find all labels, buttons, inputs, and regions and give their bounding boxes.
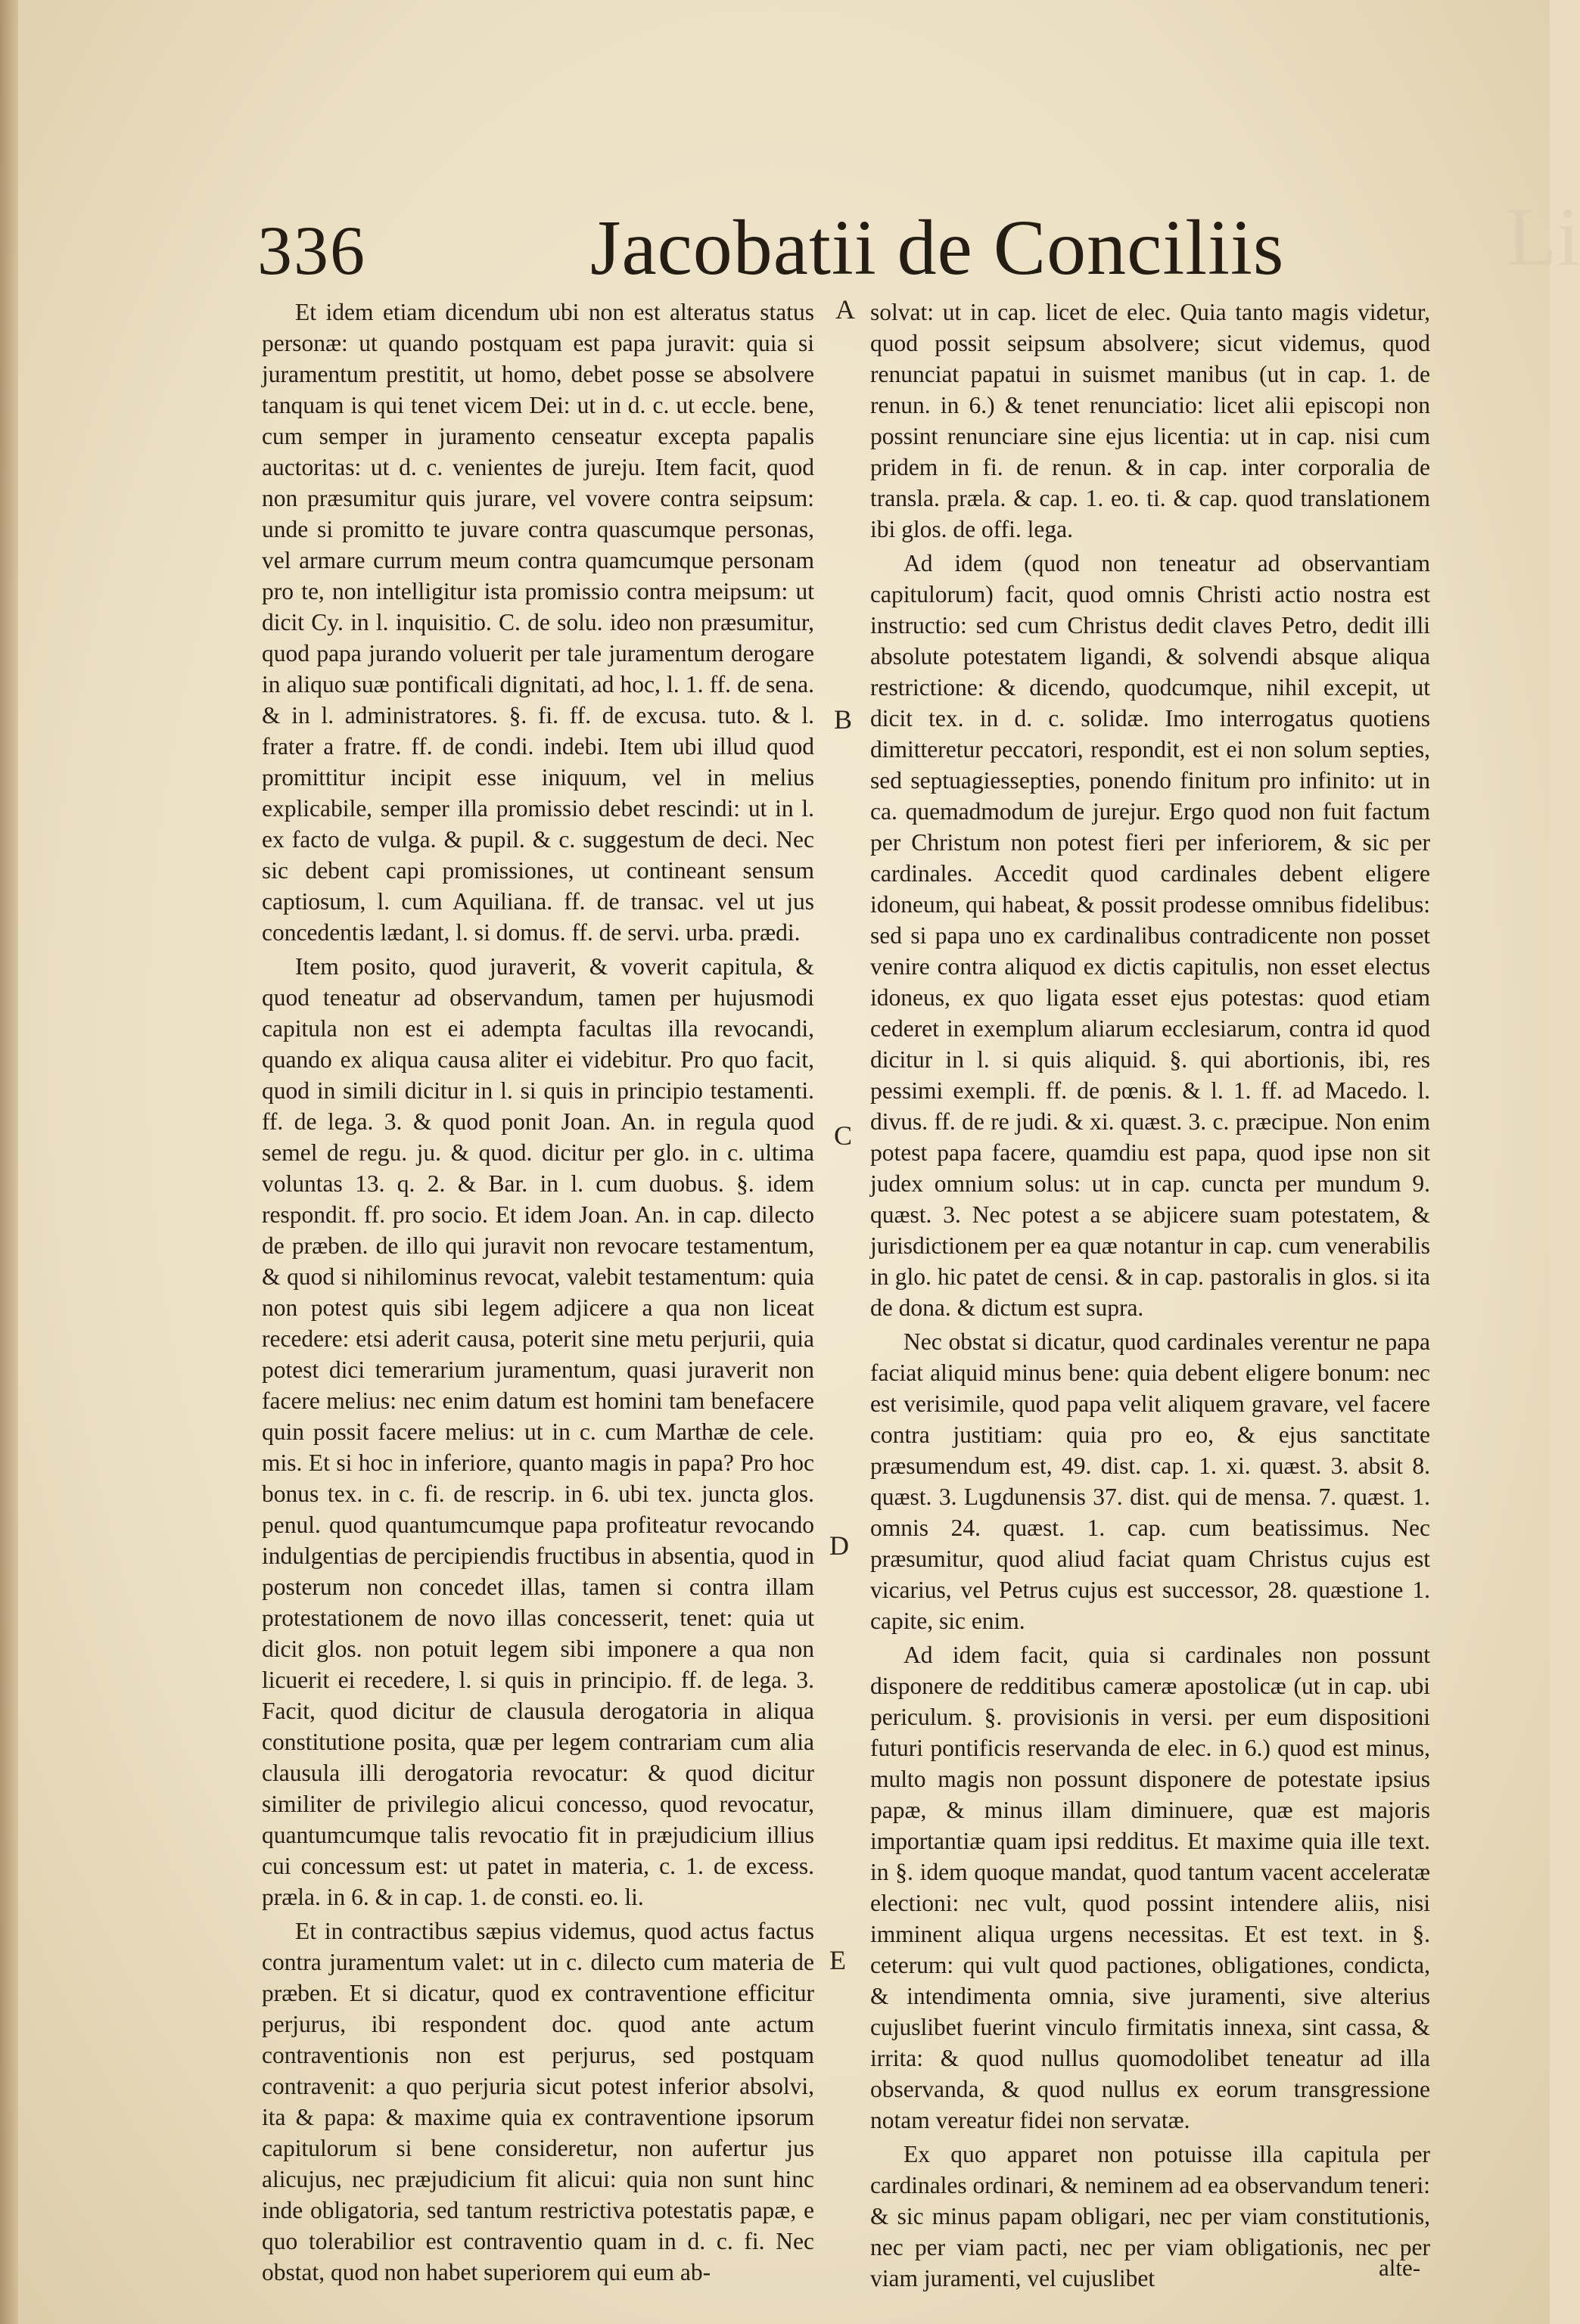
margin-letter-c: C [834, 1120, 853, 1151]
paragraph: Ex quo apparet non potuisse illa capitula per cardinales ordinari, & neminem ad ea observandum teneri: & sic minus papam obligari, nec per viam constitutionis, nec per viam pacti, nec per viam obligationis, nec per viam juramenti, vel cujuslibet [870, 2141, 1430, 2291]
paragraph: Ad idem facit, quia si cardinales non possunt disponere de redditibus cameræ apostolicæ (ut in cap. ubi periculum. §. provisionis in versi. per eum dispositioni futuri pontificis reservanda de elec. in 6.) quod est minus, multo magis non possunt disponere de potestate ipsius papæ, & minus illam diminuere, quæ est majoris importantiæ quam ipsi redditus. Et maxime quia ille text. in §. idem quoque mandat, quod tantum vacent acceleratæ electioni: nec vult, quod possint intendere aliis, nisi imminent aliqua urgens necessitas. Et est text. in §. ceterum: qui vult quod pactiones, obligationes, condicta, & intendimenta omnia, sive juramenti, sive alterius cujuslibet fuerint vinculo firmitatis innexa, sint cassa, & irrita: & quod nullus quomodolibet teneatur ad illa observanda, & quod nullus ex eorum transgressione notam vereatur fidei non servatæ. [870, 1642, 1430, 2133]
paragraph: Item posito, quod juraverit, & voverit capitula, & quod teneatur ad observandum, tamen per hujusmodi capitula non est ei adempta facultas illa revocandi, quando ex aliqua causa aliter ei videbitur. Pro quo facit, quod in simili dicitur in l. si quis in principio testamenti. ff. de lega. 3. & quod ponit Joan. An. in regula quod semel de regu. ju. & quod. dicitur per glo. in c. ultima voluntas 13. q. 2. & Bar. in l. cum duobus. §. idem respondit. ff. pro socio. Et idem Joan. An. in cap. dilecto de præben. de illo qui juravit non revocare testamentum, & quod si nihilominus revocat, valebit testamentum: quia non potest quis sibi legem adjicere a qua non liceat recedere: etsi aderit causa, poterit sine metu perjurii, quia potest dici temerarium juramentum, quasi juraverit non facere melius: nec enim datum est homini tam benefacere quin possit facere melius: ut in c. cum Marthæ de cele. mis. Et si hoc in inferiore, quanto magis in papa? Pro hoc bonus tex. in c. fi. de rescrip. in 6. ubi tex. juncta glos. penul. quod quantumcumque papa profiteatur revocando indulgentias de percipiendis fructibus in absentia, quod in posterum non concedet illas, tamen si contra illam protestationem de novo illas concesserit, tenet: quia ut dicit glos. non potuit legem sibi imponere a qua non licuerit ei recedere, l. si quis in principio. ff. de lega. 3. Facit, quod dicitur de clausula derogatoria in aliqua constitutione posita, quæ per legem contrariam cum alia clausula illi derogatoria revocatur: & quod dicitur similiter de privilegio alicui concesso, quod revocatur, quantumcumque talis revocatio fit in præjudicium illius cui concessum est: ut patet in materia, c. 1. de excess. præla. in 6. & in cap. 1. de consti. eo. li. [262, 953, 814, 1910]
margin-letter-a: A [835, 294, 855, 325]
paragraph: Et idem etiam dicendum ubi non est alteratus status personæ: ut quando postquam est papa juravit: quia si juramentum prestitit, ut homo, debet posse se absolvere tanquam is qui tenet vicem Dei: ut in d. c. ut eccle. bene, cum semper in juramento censeatur excepta papalis auctoritas: ut d. c. venientes de jureju. Item facit, quod non præsumitur quis jurare, vel vovere contra seipsum: unde si promitto te juvare contra quascumque personas, vel armare currum meum contra quamcumque personam pro te, non intelligitur ista promissio contra meipsum: ut dicit Cy. in l. inquisitio. C. de solu. ideo non præsumitur, quod papa jurando voluerit per tale juramentum derogare in aliquo suæ pontificali dignitati, ad hoc, l. 1. ff. de sena. & in l. administratores. §. fi. ff. de excusa. tuto. & l. frater a fratre. ff. de condi. indebi. Item ubi illud quod promittitur incipit esse iniquum, vel in melius explicabile, semper illa promissio debet rescindi: ut in l. ex facto de vulga. & pupil. & c. suggestum de deci. Nec sic debent capi promissiones, ut contineant sensum captiosum, l. cum Aquiliana. ff. de transac. vel ut jus concedentis lædant, l. si domus. ff. de servi. urba. prædi. [262, 299, 814, 946]
paragraph: Nec obstat si dicatur, quod cardinales verentur ne papa faciat aliquid minus bene: quia debent eligere bonum: nec est verisimile, quod papa velit aliquem gravare, vel facere contra justitiam: quia pro eo, & ejus sanctitate præsumendum est, 49. dist. cap. 1. xi. quæst. 3. absit 8. quæst. 3. Lugdunensis 37. dist. qui de mensa. 7. quæst. 1. omnis 24. quæst. 1. cap. cum beatissimus. Nec præsumitur, quod aliud faciat quam Christus cujus est vicarius, vel Petrus cujus est successor, 28. quæstione 1. capite, sic enim. [870, 1328, 1430, 1634]
page-number: 336 [257, 212, 366, 289]
margin-letter-d: D [829, 1530, 849, 1561]
running-title: Jacobatii de Conciliis [590, 204, 1285, 291]
paragraph: Ad idem (quod non teneatur ad observantiam capitulorum) facit, quod omnis Christi actio nostra est instructio: sed cum Christus dedit claves Petro, dedit illi absolute potestatem ligandi, & solvendi absque aliqua restrictione: & dicendo, quodcumque, nihil excepit, ut dicit tex. in d. c. solidæ. Imo interrogatus quotiens dimitteretur peccatori, respondit, est ei non solum septies, sed septuagiessepties, ponendo finitum pro infinito: ut in ca. quemadmodum de jurejur. Ergo quod non fuit factum per Christum non potest fieri per inferiorem, & sic per cardinales. Accedit quod cardinales debent eligere idoneum, qui habeat, & possit prodesse omnibus fidelibus: sed si papa uno ex cardinalibus contradicente non posset venire contra aliquod ex dictis capitulis, non esset electus idoneus, ex quo ligata esset ejus potestas: quod etiam cederet in exemplum aliarum ecclesiarum, contra id quod dicitur in l. si quis aliquid. §. qui abortionis, ibi, res pessimi exempli. ff. de pœnis. & l. 1. ff. ad Macedo. l. divus. ff. de re judi. & xi. quæst. 3. c. præcipue. Non enim potest papa facere, quamdiu est papa, quod ipse non sit judex omnium solus: ut in cap. cuncta per mundum 9. quæst. 3. Nec potest a se abjicere suam potestatem, & jurisdictionem per ea quæ notantur in cap. cum venerabilis in glo. hic patet de censi. & in cap. pastoralis in glos. si ita de dona. & dictum est supra. [870, 550, 1430, 1321]
catchword: alte- [1379, 2254, 1421, 2281]
binding-edge [0, 0, 18, 2324]
left-column [262, 297, 814, 2294]
bleed-through-text: Li [1506, 191, 1580, 283]
right-column [870, 297, 1430, 2294]
margin-letter-b: B [834, 704, 853, 735]
margin-letter-e: E [829, 1945, 846, 1975]
paragraph: Et in contractibus sæpius videmus, quod actus factus contra juramentum valet: ut in c. dilecto cum materia de præben. Et si dicatur, quod ex contraventione efficitur perjurus, ibi respondent doc. quod ante actum contraventionis non est perjurus, sed postquam contravenit: a quo perjuria sicut potest inferior absolvi, ita & papa: & maxime quia ex contraventione ipsorum capitulorum si bene consideretur, non aufertur jus alicujus, nec præjudicium fit alicui: quia non sunt hinc inde obligatoria, sed tantum restrictiva potestatis papæ, e quo tolerabilior est contraventio quam in d. c. fi. Nec obstat, quod non habet superiorem qui eum ab- [262, 1918, 814, 2285]
paragraph: solvat: ut in cap. licet de elec. Quia tanto magis videtur, quod possit seipsum absolvere; sicut videmus, quod renunciat papatui in suismet manibus (ut in cap. 1. de renun. in 6.) & tenet renunciatio: licet alii episcopi non possint renunciare sine ejus licentia: ut in cap. nisi cum pridem in fi. de renun. & in cap. inter corporalia de transla. præla. & cap. 1. eo. ti. & cap. quod translationem ibi glos. de offi. lega. [870, 299, 1430, 542]
